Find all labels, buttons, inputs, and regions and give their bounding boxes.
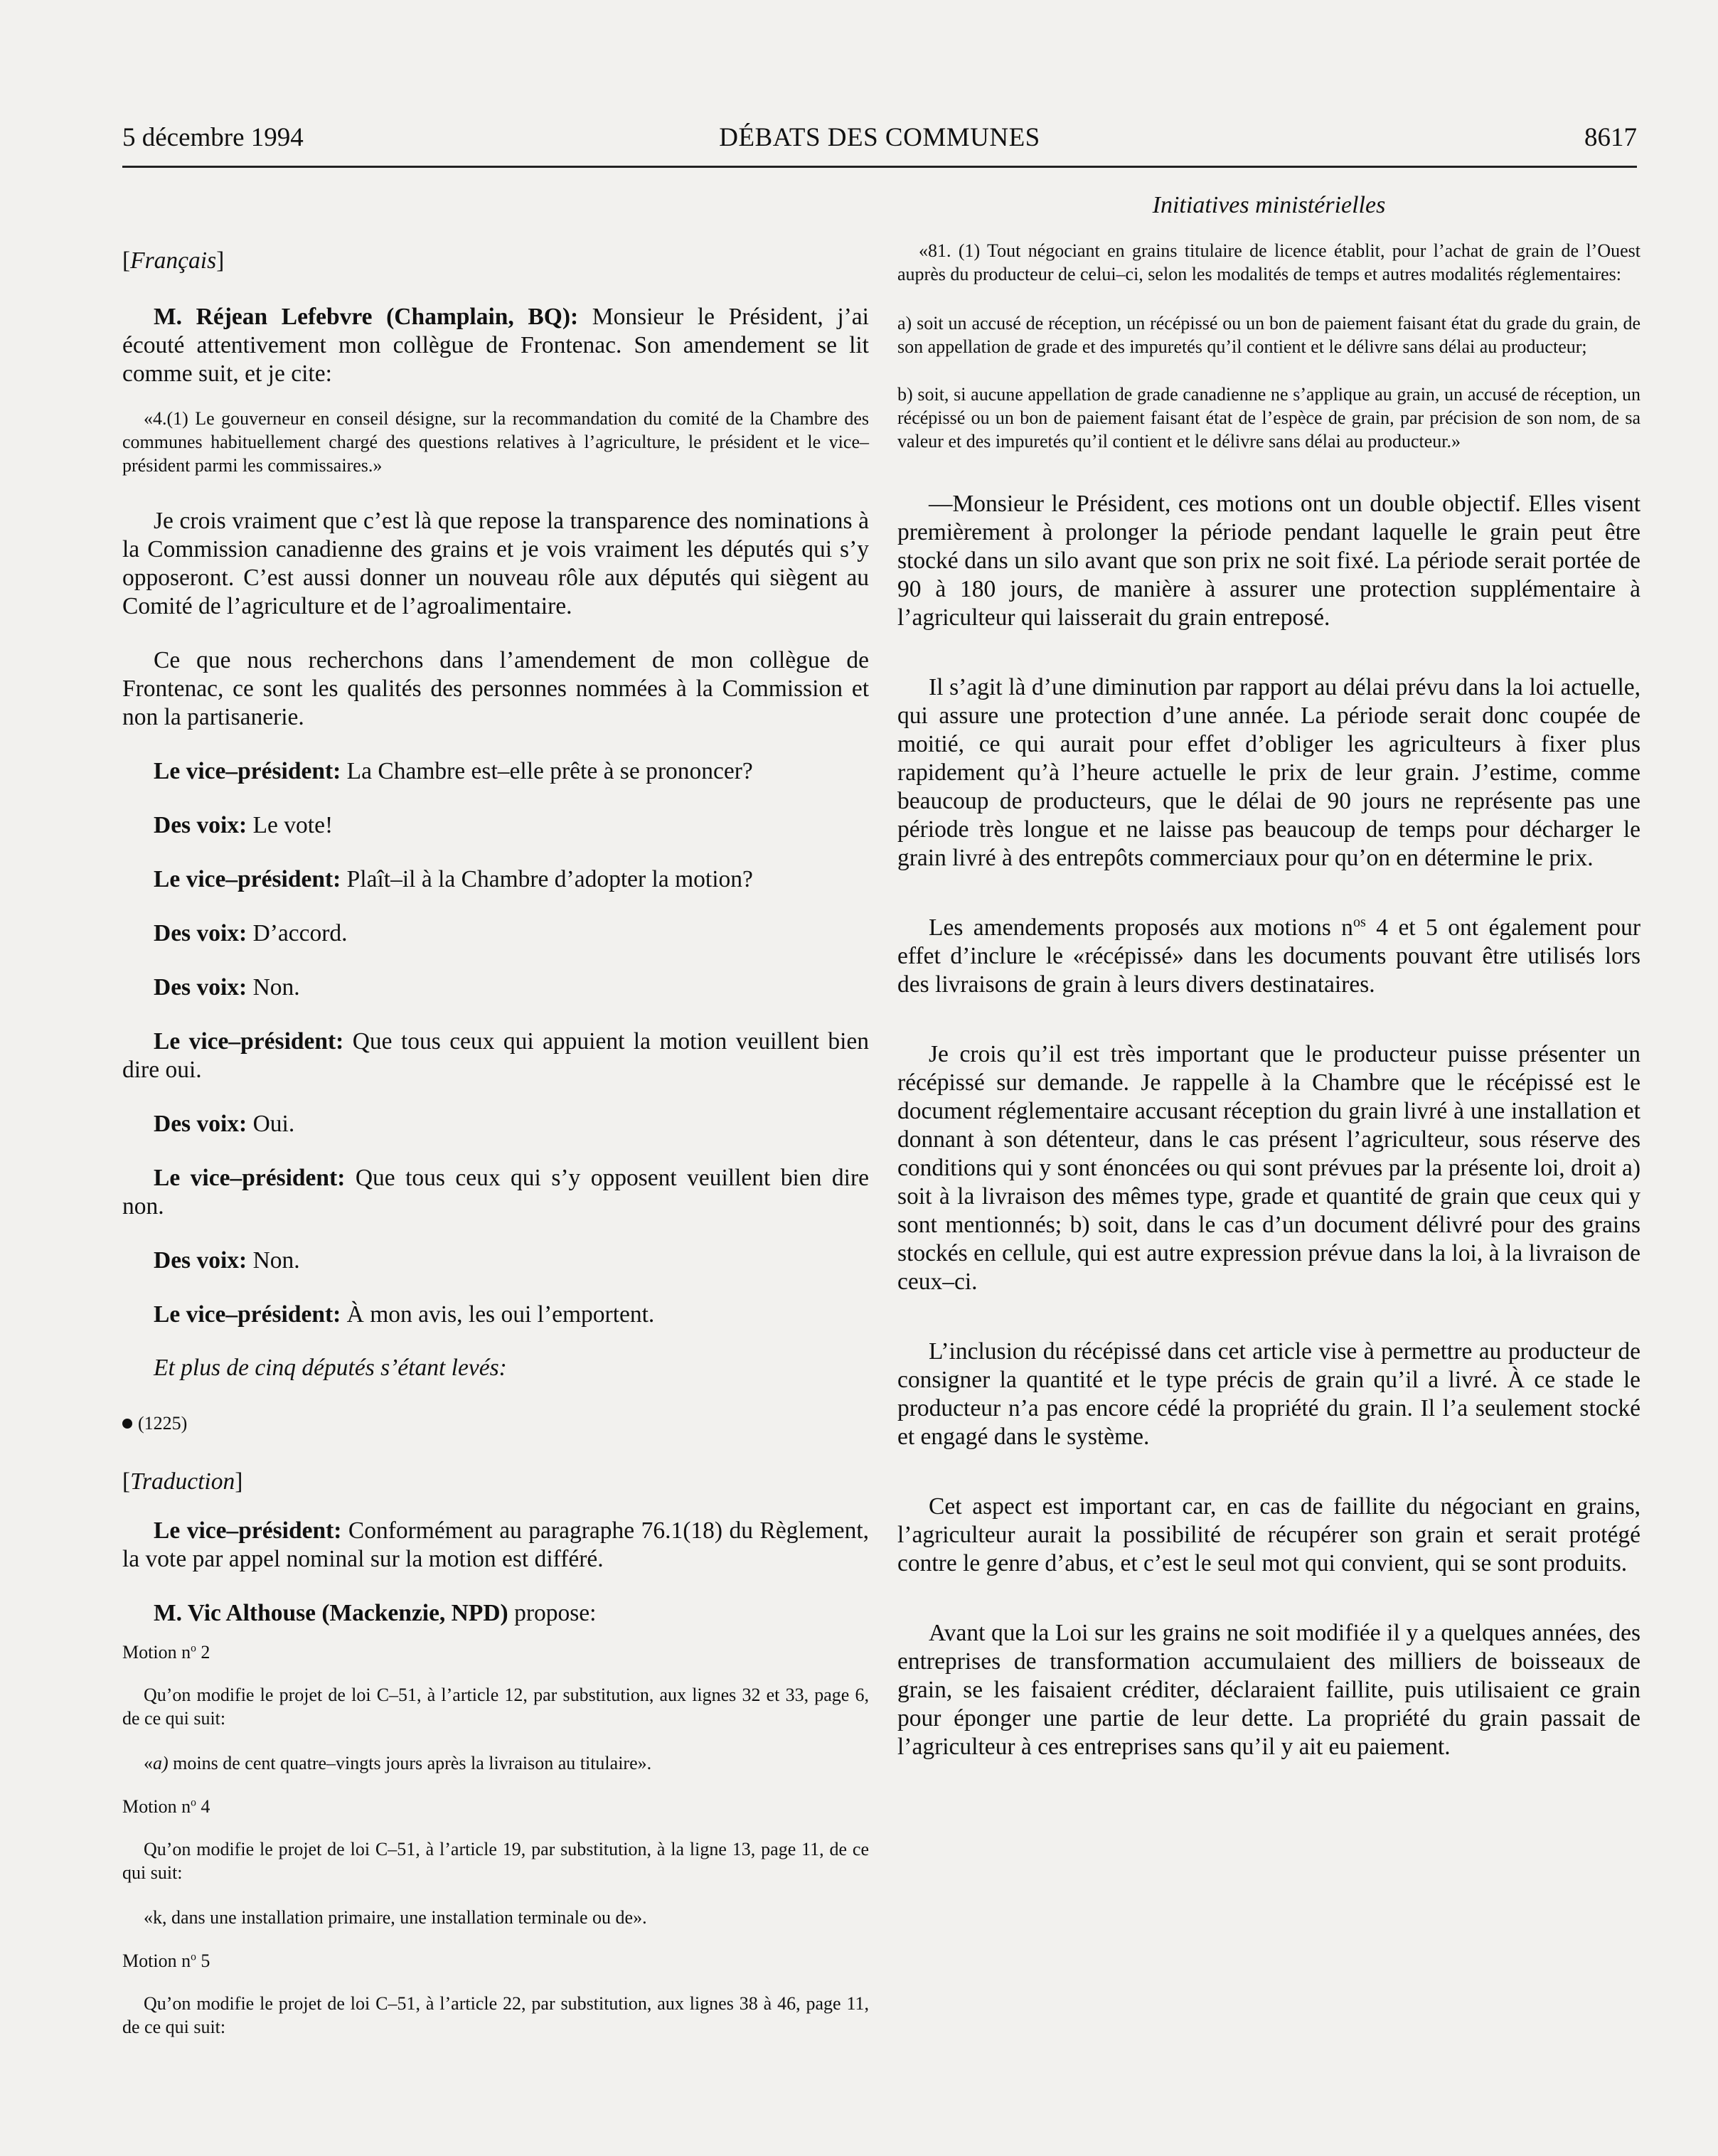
stage-direction: Et plus de cinq députés s’étant levés: <box>154 1355 507 1381</box>
speaker-name: Le vice–président: <box>154 1028 344 1055</box>
motion-text: Qu’on modifie le projet de loi C–51, à l’article 19, par substitution, à la ligne 13, page 11, de ce qui suit: <box>122 1839 869 1883</box>
exchange: Des voix: Non. <box>154 1247 300 1274</box>
motion-quote: «k, dans une installation primaire, une installation terminale ou de». <box>144 1907 647 1928</box>
speaker-name: Le vice–président: <box>154 866 341 892</box>
header-title: DÉBATS DES COMMUNES <box>719 123 1040 152</box>
exchange: Des voix: Oui. <box>154 1111 295 1137</box>
motion-label: Motion $n^o$ 4 <box>122 1796 210 1817</box>
time-stamp: (1225) <box>122 1413 869 1434</box>
paragraph: M. Vic Althouse (Mackenzie, NPD) propose: <box>154 1600 597 1626</box>
bullet-icon <box>122 1419 132 1429</box>
speaker-name: Des voix: <box>154 974 247 1000</box>
speaker-name: Des voix: <box>154 812 247 838</box>
motion-label: Motion $n^o$ 5 <box>122 1950 210 1971</box>
paragraph: L’inclusion du récépissé dans cet article vise à permettre au producteur de consigner la quantité et le type précis de grain qu’il a livré. À ce stade le producteur n’a pas encore cédé la propriété du grain. Il l’a seulement stocké et engagé dans le système. <box>897 1338 1640 1450</box>
speaker-name: Le vice–président: <box>154 758 341 784</box>
exchange: Des voix: Le vote! <box>154 812 334 838</box>
exchange: Le vice–président: À mon avis, les oui l’emportent. <box>154 1301 655 1328</box>
speaker-name: Des voix: <box>154 1111 247 1137</box>
header-page-number: 8617 <box>1584 123 1637 152</box>
paragraph: Ce que nous recherchons dans l’amendement de mon collègue de Frontenac, ce sont les qualités des personnes nommées à la Commission et non la partisanerie. <box>122 647 869 730</box>
motion-text: Qu’on modifie le projet de loi C–51, à l’article 12, par substitution, aux lignes 32 et 33, page 6, de ce qui suit: <box>122 1685 869 1729</box>
header-rule <box>122 166 1637 168</box>
paragraph: Il s’agit là d’une diminution par rapport au délai prévu dans la loi actuelle, qui assure une protection d’une année. La période serait donc coupée de moitié, ce qui aurait pour effet d’obliger les agriculteurs à fixer plus rapidement qu’à l’heure actuelle le prix de leur grain. J’estime, comme beaucoup de producteurs, que le délai de 90 jours ne représente pas une période très longue et ne laisse pas beaucoup de temps pour décharger le grain livré à des entrepôts commerciaux pour qu’on en détermine le prix. <box>897 674 1640 871</box>
motion-label: Motion $n^o$ 2 <box>122 1642 210 1663</box>
paragraph: Je crois qu’il est très important que le producteur puisse présenter un récépissé sur demande. Je rappelle à la Chambre que le récépissé est le document réglementaire accusant réception du grain livré à une installation et donnant à son détenteur, dans le cas présent l’agriculteur, sous réserve des conditions qui y sont énoncées ou qui sont prévues par la présente loi, droit a) soit à la livraison des mêmes type, grade et quantité de grain que ceux qui y sont mentionnés; b) soit, dans le cas d’un document délivré pour des grains stockés en cellule, qui est autre expression prévue dans la loi, à la livraison de ceux–ci. <box>897 1041 1640 1295</box>
section-title: Initiatives ministérielles <box>1152 192 1386 218</box>
speaker-name: Des voix: <box>154 1247 247 1274</box>
paragraph: Avant que la Loi sur les grains ne soit modifiée il y a quelques années, des entreprises de transformation accumulaient des milliers de boisseaux de grain, se les faisaient créditer, déclaraient faillite, puis utilisaient ce grain pour éponger une partie de leur dette. La propriété du grain passait de l’agriculteur à ces entreprises sans qu’il y ait eu paiement. <box>897 1620 1640 1760</box>
speaker-name: M. Réjean Lefebvre (Champlain, BQ): <box>154 304 579 330</box>
exchange: Le vice–président: Conformément au paragraphe 76.1(18) du Règlement, la vote par appel nominal sur la motion est différé. <box>122 1517 869 1572</box>
language-marker: [Français] <box>122 247 225 274</box>
quoted-law: «81. (1) Tout négociant en grains titulaire de licence établit, pour l’achat de grain de l’Ouest auprès du producteur de celui–ci, selon les modalités de temps et autres modalités réglementaires: <box>897 240 1640 284</box>
exchange: Des voix: D’accord. <box>154 920 348 946</box>
motion-quote: «a) moins de cent quatre–vingts jours après la livraison au titulaire». <box>144 1753 652 1773</box>
speaker-name: M. Vic Althouse (Mackenzie, NPD) <box>154 1600 508 1626</box>
exchange: Le vice–président: Plaît–il à la Chambre d’adopter la motion? <box>154 866 753 892</box>
quoted-law-item: b) soit, si aucune appellation de grade canadienne ne s’applique au grain, un accusé de réception, un récépissé ou un bon de paiement faisant état de l’espèce de grain, par précision de son nom, de sa valeur et des impuretés qu’il contient et le délivre sans délai au producteur.» <box>897 384 1640 452</box>
quoted-law-item: a) soit un accusé de réception, un récépissé ou un bon de paiement faisant état du grade du grain, de son appellation de grade et des impuretés qu’il contient et le délivre sans délai au producteur; <box>897 313 1640 357</box>
quoted-amendment: «4.(1) Le gouverneur en conseil désigne, sur la recommandation du comité de la Chambre des communes habituellement chargé des questions relatives à l’agriculture, le président et le vice–président parmi les commissaires.» <box>122 408 869 476</box>
speaker-name: Le vice–président: <box>154 1301 341 1328</box>
right-column <box>897 192 1640 1787</box>
speaker-name: Le vice–président: <box>154 1517 342 1544</box>
paragraph: Les amendements proposés aux motions $n^{os}$ 4 et 5 ont également pour effet d’inclure le «récépissé» dans les documents pouvant être utilisés lors des livraisons de grain à leurs divers destinataires. <box>897 914 1640 998</box>
exchange: Le vice–président: Que tous ceux qui s’y opposent veuillent bien dire non. <box>122 1165 869 1220</box>
left-column <box>122 192 869 2060</box>
paragraph: —Monsieur le Président, ces motions ont un double objectif. Elles visent premièrement à prolonger la période pendant laquelle le grain peut être stocké dans un silo avant que son prix ne soit fixé. La période serait portée de 90 à 180 jours, de manière à assurer une protection supplémentaire à l’agriculteur qui laisserait du grain entreposé. <box>897 491 1640 631</box>
paragraph: Cet aspect est important car, en cas de faillite du négociant en grains, l’agriculteur aurait la possibilité de récupérer son grain et serait protégé contre le genre d’abus, et c’est le seul mot qui convient, qui se sont produits. <box>897 1493 1640 1576</box>
paragraph: M. Réjean Lefebvre (Champlain, BQ): Monsieur le Président, j’ai écouté attentivement mon collègue de Frontenac. Son amendement se lit comme suit, et je cite: <box>122 304 869 387</box>
speaker-name: Le vice–président: <box>154 1165 346 1191</box>
motion-text: Qu’on modifie le projet de loi C–51, à l’article 22, par substitution, aux lignes 38 à 46, page 11, de ce qui suit: <box>122 1993 869 2037</box>
exchange: Des voix: Non. <box>154 974 300 1000</box>
header-date: 5 décembre 1994 <box>122 123 304 152</box>
language-marker: [Traduction] <box>122 1468 243 1495</box>
exchange: Le vice–président: Que tous ceux qui appuient la motion veuillent bien dire oui. <box>122 1028 870 1083</box>
running-header <box>122 122 1637 168</box>
speaker-name: Des voix: <box>154 920 247 946</box>
paragraph: Je crois vraiment que c’est là que repose la transparence des nominations à la Commission canadienne des grains et je vois vraiment les députés qui s’y opposeront. C’est aussi donner un nouveau rôle aux députés qui siègent au Comité de l’agriculture et de l’agroalimentaire. <box>122 508 869 619</box>
exchange: Le vice–président: La Chambre est–elle prête à se prononcer? <box>154 758 753 784</box>
